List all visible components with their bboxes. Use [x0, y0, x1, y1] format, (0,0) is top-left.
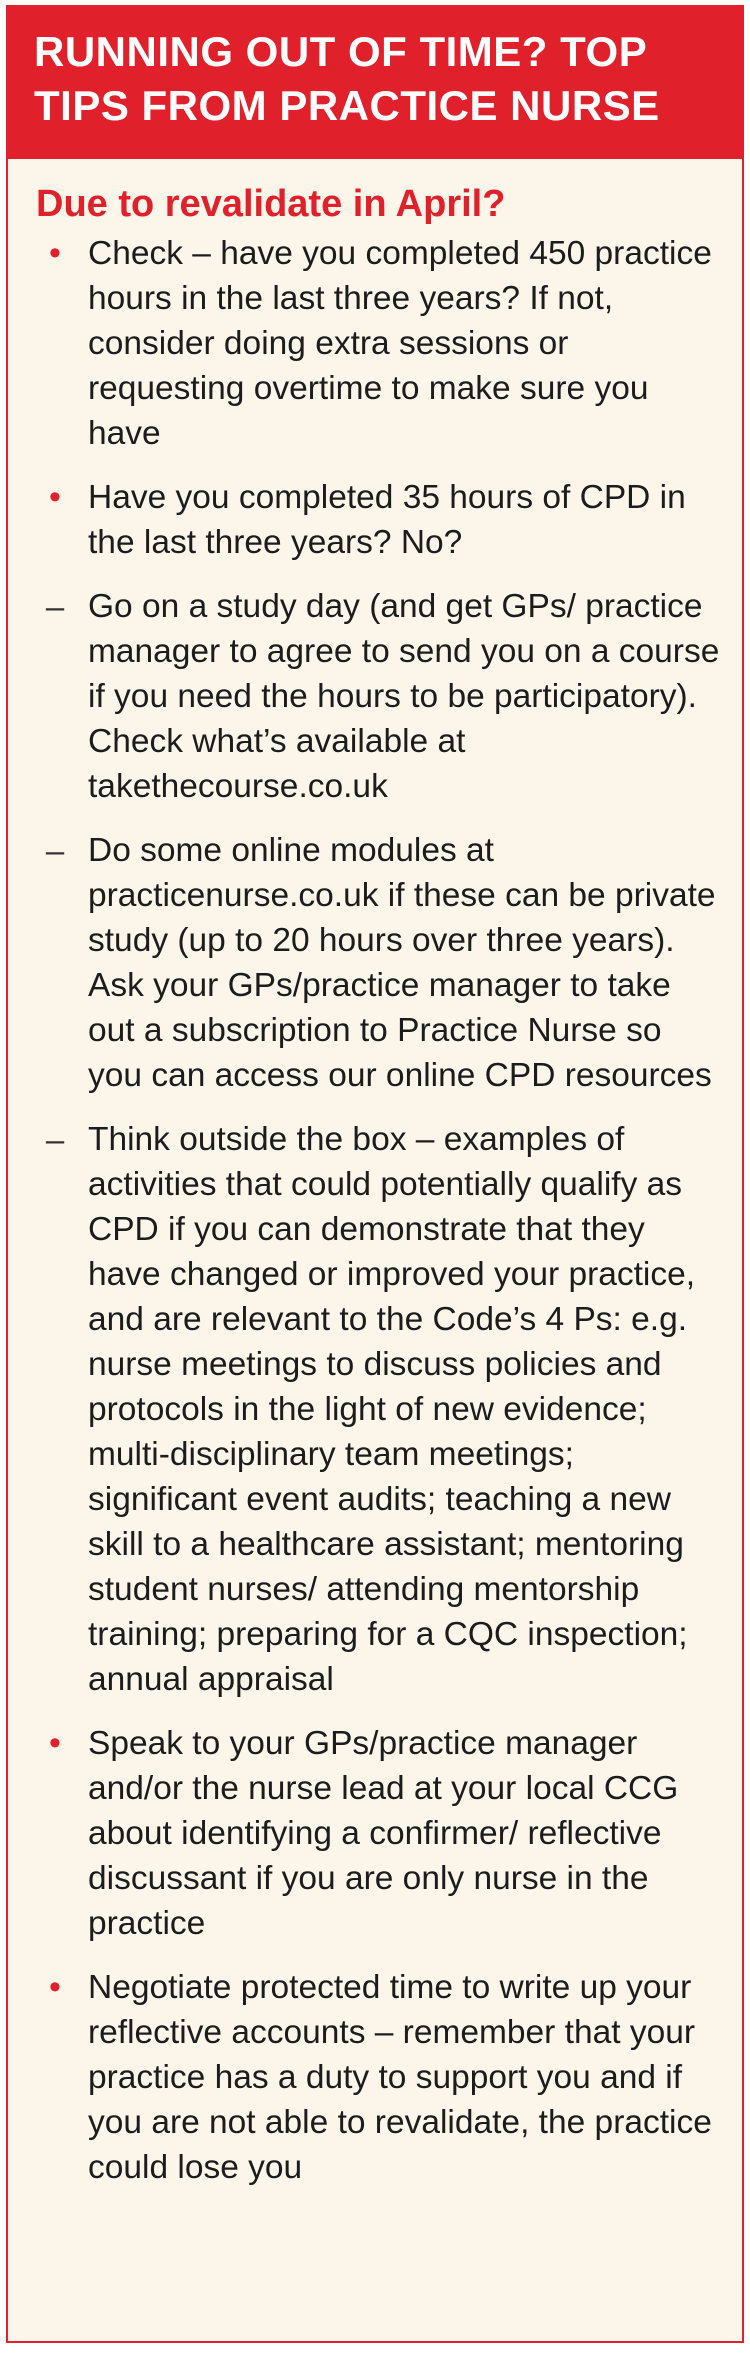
tip-text: Have you completed 35 hours of CPD in the last three years? No? [88, 479, 686, 561]
box-title: RUNNING OUT OF TIME? TOP TIPS FROM PRACTICE NURSE [34, 28, 660, 129]
tip-item [36, 231, 720, 456]
subheading: Due to revalidate in April? [36, 183, 506, 225]
tips-list [36, 231, 720, 2190]
bullet-marker: • [49, 1968, 61, 2006]
tip-item [36, 828, 720, 1098]
tip-text: Negotiate protected time to write up your reflective accounts – remember that your practice has a duty to support you and if you are not able to revalidate, the practice could lose you [88, 1969, 712, 2186]
tip-item [36, 1965, 720, 2190]
bullet-marker: • [49, 234, 61, 272]
tip-text: Speak to your GPs/practice manager and/or the nurse lead at your local CCG about identifying a confirmer/ reflective discussant if you are only nurse in the practice [88, 1725, 679, 1942]
tip-item [36, 475, 720, 565]
tip-text: Go on a study day (and get GPs/ practice manager to agree to send you on a course if you need the hours to be participatory). Check what’s available at takethecourse.co.uk [88, 588, 720, 805]
bullet-marker: • [49, 478, 61, 516]
tip-item [36, 584, 720, 809]
bullet-marker: • [49, 1724, 61, 1762]
tip-item [36, 1721, 720, 1946]
dash-marker: – [45, 588, 65, 625]
tip-text: Check – have you completed 450 practice hours in the last three years? If not, consider doing extra sessions or requesting overtime to make sure you have [88, 235, 712, 452]
tip-text: Think outside the box – examples of activities that could potentially qualify as CPD if you can demonstrate that they have changed or improved your practice, and are relevant to the Code’s 4 Ps: e.g. nurse meetings to discuss policies and protocols in the light of new evidence; multi-disciplinary team meetings; significant event audits; teaching a new skill to a healthcare assistant; mentoring student nurses/ attending mentorship training; preparing for a CQC inspection; annual appraisal [88, 1121, 696, 1698]
dash-marker: – [45, 832, 65, 869]
tips-box [6, 5, 744, 2343]
tips-header [8, 7, 742, 159]
tip-text: Do some online modules at practicenurse.co.uk if these can be private study (up to 20 hours over three years). Ask your GPs/practice manager to take out a subscription to Practice Nurse so you can access our online CPD resources [88, 832, 716, 1094]
dash-marker: – [45, 1121, 65, 1158]
tip-item [36, 1117, 720, 1702]
tips-content [8, 159, 742, 2190]
